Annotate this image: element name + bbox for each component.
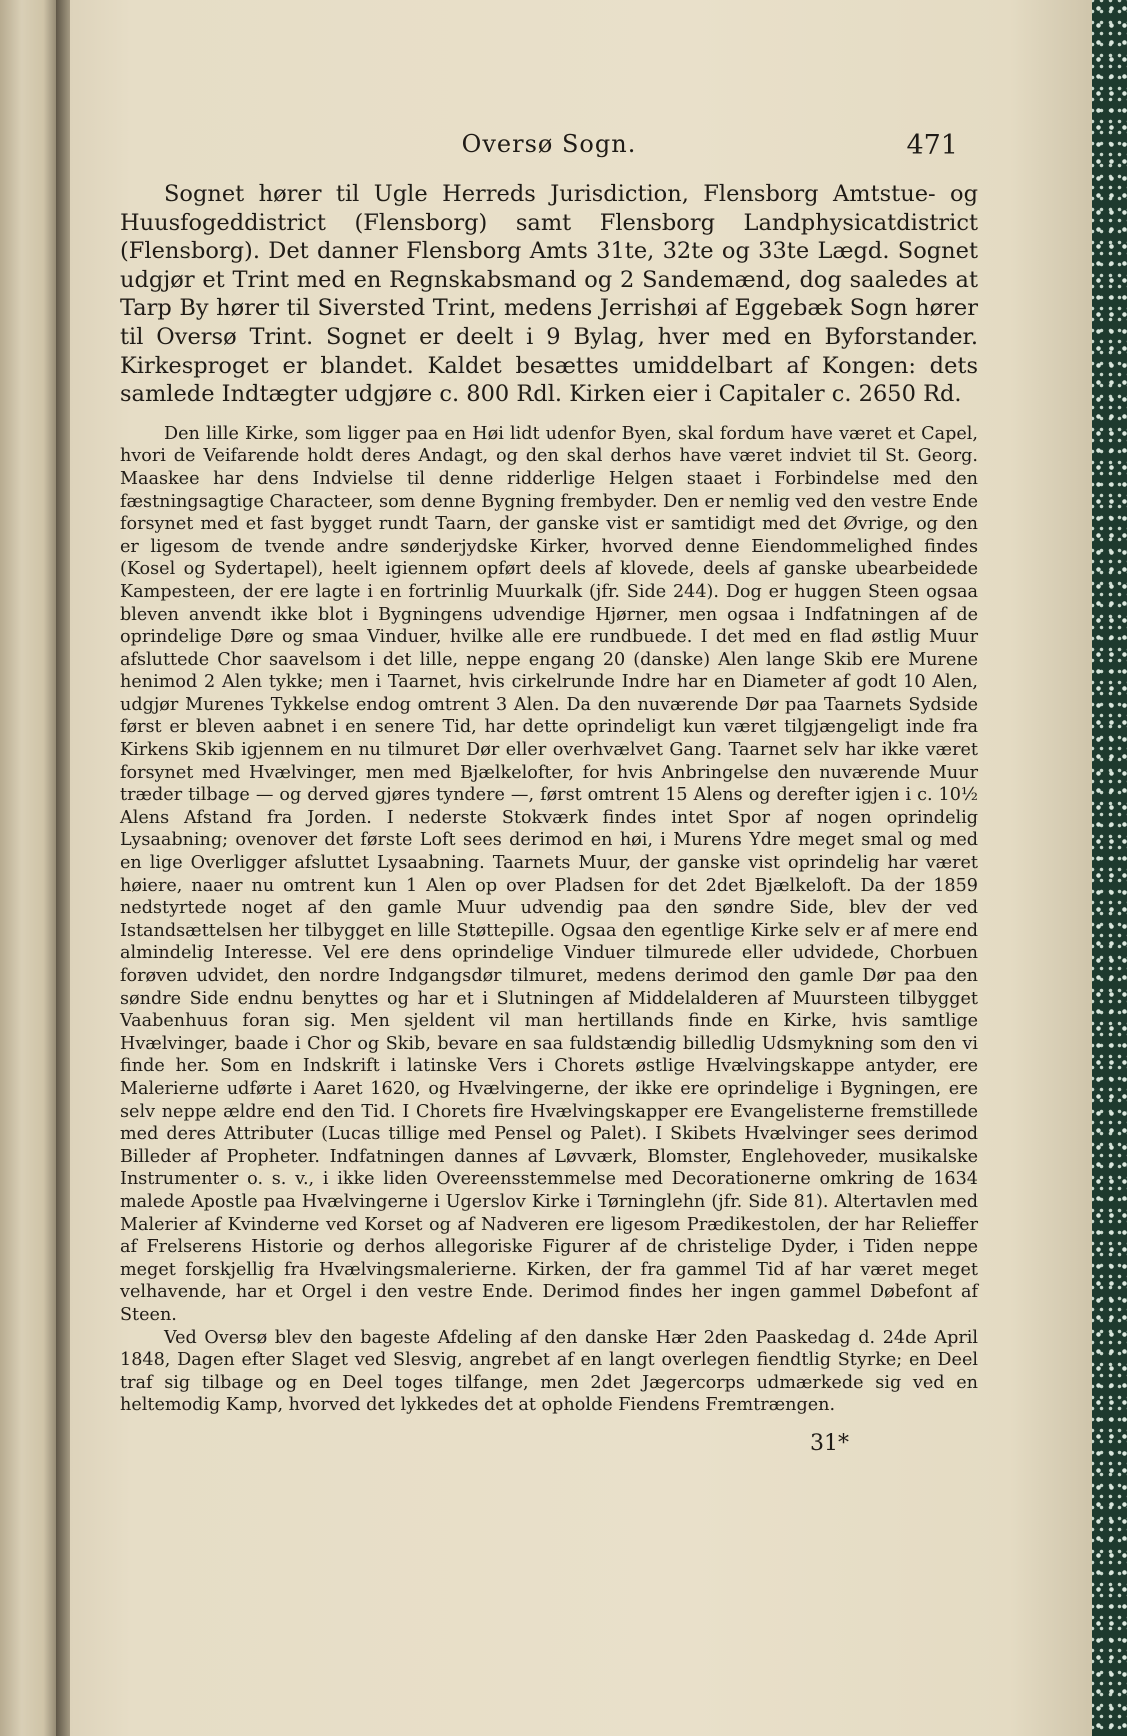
page-content xyxy=(120,130,978,1456)
intro-paragraph: Sognet hører til Ugle Herreds Jurisdiction, Flensborg Amtstue- og Huusfogeddistrict (Flensborg) samt Flensborg Landphysicatdistrict (Flensborg). Det danner Flensborg Amts 31te, 32te og 33te Lægd. Sognet udgjør et Trint med en Regnskabsmand og 2 Sandemænd, dog saaledes at Tarp By hører til Siversted Trint, medens Jerrishøi af Eggebæk Sogn hører til Oversø Trint. Sognet er deelt i 9 Bylag, hver med en Byforstander. Kirkesproget er blandet. Kaldet besættes umiddelbart af Kongen: dets samlede Indtægter udgjøre c. 800 Rdl. Kirken eier i Capitaler c. 2650 Rd. xyxy=(120,181,978,408)
printer-signature-mark: 31* xyxy=(810,1430,849,1456)
battle-paragraph: Ved Oversø blev den bageste Afdeling af den danske Hær 2den Paaskedag d. 24de April 1848, Dagen efter Slaget ved Slesvig, angrebet af en langt overlegen fiendtlig Styrke; en Deel traf sig tilbage og en Deel toges tilfange, men 2det Jægercorps udmærkede sig ved en heltemodig Kamp, hvorved det lykkedes det at opholde Fiendens Fremtrængen. xyxy=(120,1327,978,1416)
running-head: Oversø Sogn. xyxy=(461,130,637,158)
page-number: 471 xyxy=(906,130,958,161)
facing-page-edge xyxy=(0,0,62,1736)
marbled-binding-edge xyxy=(1092,0,1127,1736)
page-header xyxy=(120,130,978,180)
church-description-paragraph: Den lille Kirke, som ligger paa en Høi lidt udenfor Byen, skal fordum have været et Capel, hvori de Veifarende holdt deres Andagt, og den skal derhos have været indviet til St. Georg. Maaskee har dens Indvielse til denne ridderlige Helgen staaet i Forbindelse med den fæstningsagtige Characteer, som denne Bygning frembyder. Den er nemlig ved den vestre Ende forsynet med et fast bygget rundt Taarn, der ganske vist er samtidigt med det Øvrige, og den er ligesom de tvende andre sønderjydske Kirker, hvorved denne Eiendommelighed findes (Kosel og Sydertapel), heelt igiennem opført deels af klovede, deels af ganske ubearbeidede Kampesteen, der ere lagte i en fortrinlig Muurkalk (jfr. Side 244). Dog er huggen Steen ogsaa bleven anvendt ikke blot i Bygningens udvendige Hjørner, men ogsaa i Indfatningen af de oprindelige Døre og smaa Vinduer, hvilke alle ere rundbuede. I det med en flad østlig Muur afsluttede Chor saavelsom i det lille, neppe engang 20 (danske) Alen lange Skib ere Murene henimod 2 Alen tykke; men i Taarnet, hvis cirkelrunde Indre har en Diameter af godt 10 Alen, udgjør Murenes Tykkelse endog omtrent 3 Alen. Da den nuværende Dør paa Taarnets Sydside først er bleven aabnet i en senere Tid, har dette oprindeligt kun været tilgjængeligt inde fra Kirkens Skib igjennem en nu tilmuret Dør eller overhvælvet Gang. Taarnet selv har ikke været forsynet med Hvælvinger, men med Bjælkelofter, for hvis Anbringelse den nuværende Muur træder tilbage — og derved gjøres tyndere —, først omtrent 15 Alens og derefter igjen i c. 10½ Alens Afstand fra Jorden. I nederste Stokværk findes intet Spor af nogen oprindelig Lysaabning; ovenover det første Loft sees derimod en høi, i Murens Ydre meget smal og med en lige Overligger afsluttet Lysaabning. Taarnets Muur, der ganske vist oprindelig har været høiere, naaer nu omtrent kun 1 Alen op over Pladsen for det 2det Bjælkeloft. Da der 1859 nedstyrtede noget af den gamle Muur udvendig paa den søndre Side, blev der ved Istandsættelsen her tilbygget en lille Støttepille. Ogsaa den egentlige Kirke selv er af mere end almindelig Interesse. Vel ere dens oprindelige Vinduer tilmurede eller udvidede, Chorbuen forøven udvidet, den nordre Indgangsdør tilmuret, medens derimod den gamle Dør paa den søndre Side endnu benyttes og har et i Slutningen af Middelalderen af Muursteen tilbygget Vaabenhuus foran sig. Men sjeldent vil man hertillands finde en Kirke, hvis samtlige Hvælvinger, baade i Chor og Skib, bevare en saa fuldstændig billedlig Udsmykning som den vi finde her. Som en Indskrift i latinske Vers i Chorets østlige Hvælvingskappe antyder, ere Malerierne udførte i Aaret 1620, og Hvælvingerne, der ikke ere oprindelige i Bygningen, ere selv neppe ældre end den Tid. I Chorets fire Hvælvingskapper ere Evangelisterne fremstillede med deres Attributer (Lucas tillige med Pensel og Palet). I Skibets Hvælvinger sees derimod Billeder af Propheter. Indfatningen dannes af Løvværk, Blomster, Englehoveder, musikalske Instrumenter o. s. v., i ikke liden Overeensstemmelse med Decorationerne omkring de 1634 malede Apostle paa Hvælvingerne i Ugerslov Kirke i Tørninglehn (jfr. Side 81). Altertavlen med Malerier af Kvinderne ved Korset og af Nadveren ere ligesom Prædikestolen, der har Relieffer af Frelserens Historie og derhos allegoriske Figurer af de christelige Dyder, i Tiden neppe meget forskjellig fra Hvælvingsmalerierne. Kirken, der fra gammel Tid af har været meget velhavende, har et Orgel i den vestre Ende. Derimod findes her ingen gammel Døbefont af Steen. xyxy=(120,423,979,1325)
